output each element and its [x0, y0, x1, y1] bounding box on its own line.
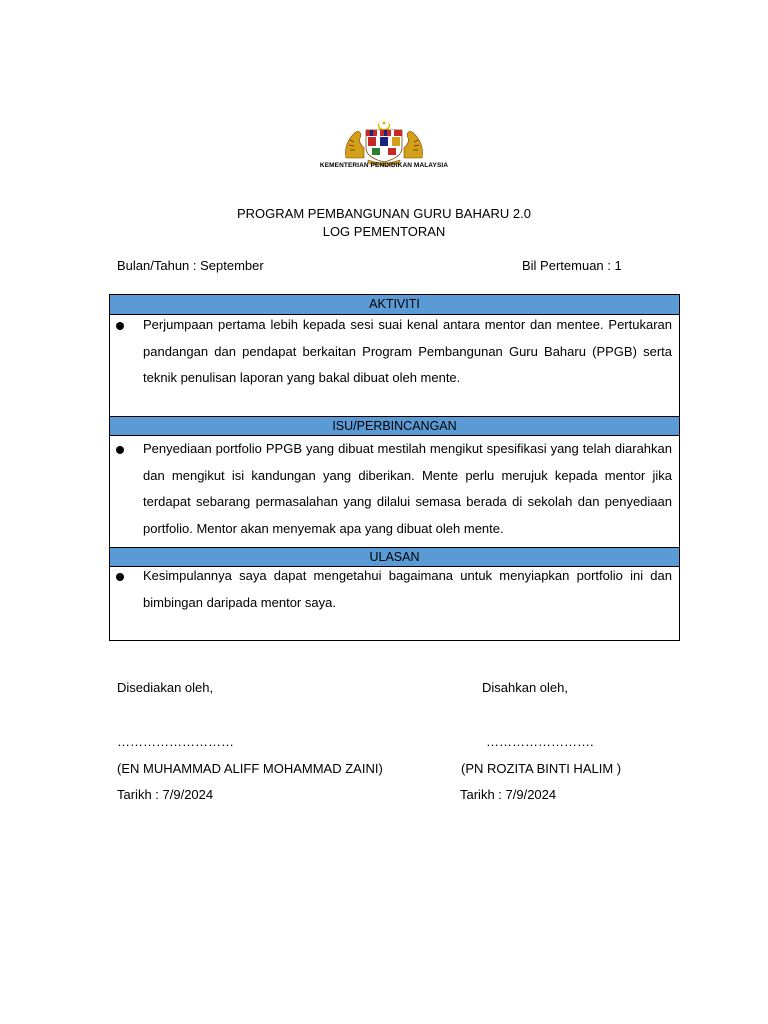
month-year-field: Bulan/Tahun : September	[117, 258, 264, 273]
meeting-number-field: Bil Pertemuan : 1	[522, 258, 622, 273]
bullet-icon	[116, 446, 124, 454]
section-body-ulasan	[110, 567, 679, 640]
section-text-aktiviti: Perjumpaan pertama lebih kepada sesi suai kenal antara mentor dan mentee. Pertukaran pandangan dan pendapat berkaitan Program Pembangunan Guru Baharu (PPGB) serta teknik penulisan laporan yang bakal dibuat oleh mente.	[143, 317, 672, 385]
prepared-by-label: Disediakan oleh,	[117, 680, 214, 695]
approved-signature-line: …………………….	[486, 734, 594, 749]
section-header-aktiviti: AKTIVITI	[110, 295, 679, 315]
approved-by-name: (PN ROZITA BINTI HALIM )	[461, 761, 622, 776]
approved-date: Tarikh : 7/9/2024	[460, 787, 557, 802]
prepared-date: Tarikh : 7/9/2024	[117, 787, 214, 802]
section-text-ulasan: Kesimpulannya saya dapat mengetahui bagaimana untuk menyiapkan portfolio ini dan bimbingan daripada mentor saya.	[143, 568, 672, 610]
log-table	[109, 294, 680, 641]
section-header-ulasan: ULASAN	[110, 547, 679, 567]
section-text-isu-perbincangan: Penyediaan portfolio PPGB yang dibuat mestilah mengikut spesifikasi yang telah diarahkan dan mengikut isi kandungan yang diberikan. Mente perlu merujuk kepada mentor jika terdapat sebarang permasalahan yang dilalui semasa berada di sekolah dan penyediaan portfolio. Mentor akan menyemak apa yang dibuat oleh mente.	[143, 441, 672, 536]
ministry-name: KEMENTERIAN PENDIDIKAN MALAYSIA	[319, 162, 449, 169]
section-body-isu-perbincangan	[110, 436, 679, 547]
approved-by-label: Disahkan oleh,	[482, 680, 568, 695]
bullet-icon	[116, 322, 124, 330]
document-title: PROGRAM PEMBANGUNAN GURU BAHARU 2.0	[237, 206, 531, 221]
bullet-icon	[116, 573, 124, 581]
coat-of-arms-logo	[340, 118, 428, 166]
prepared-by-name: (EN MUHAMMAD ALIFF MOHAMMAD ZAINI)	[117, 761, 383, 776]
section-header-isu-perbincangan: ISU/PERBINCANGAN	[110, 416, 679, 436]
document-subtitle: LOG PEMENTORAN	[322, 224, 446, 239]
section-body-aktiviti	[110, 315, 679, 417]
prepared-signature-line: ………………………	[117, 734, 234, 749]
